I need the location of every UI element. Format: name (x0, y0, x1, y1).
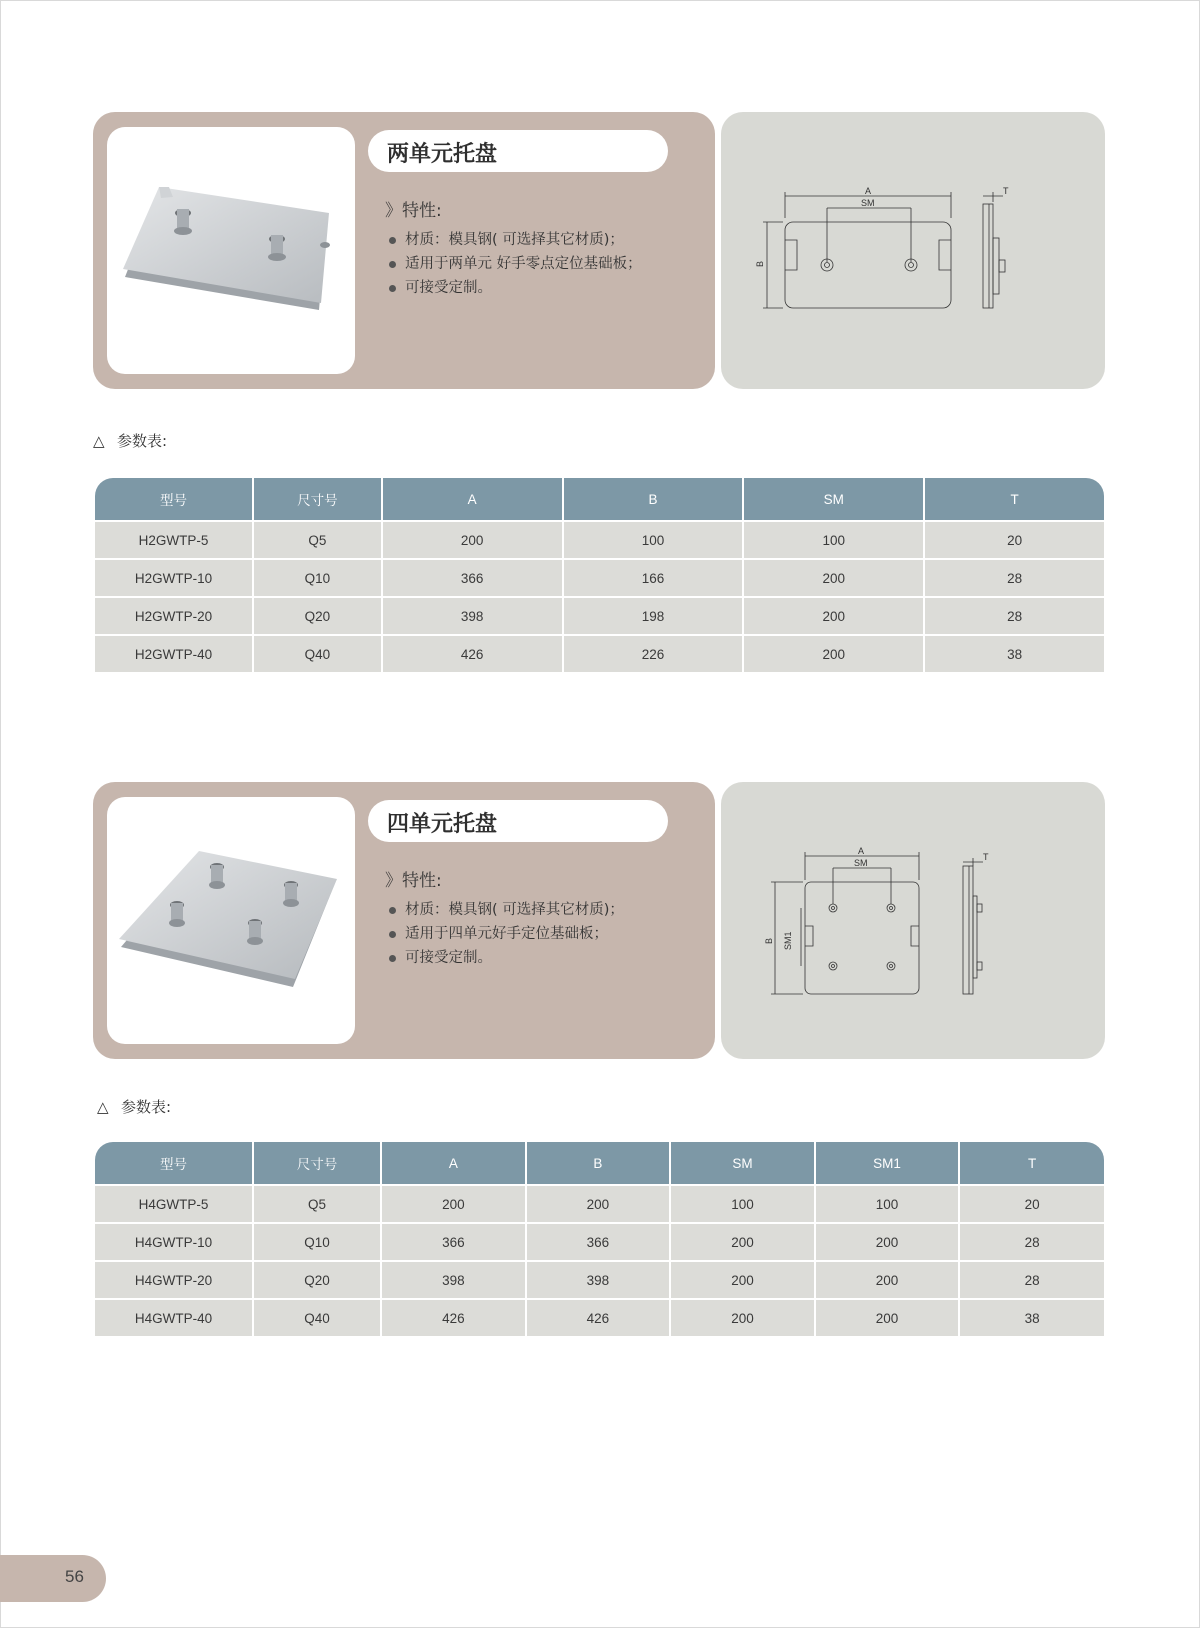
table-row (95, 634, 1104, 672)
table-cell: 200 (382, 1184, 525, 1222)
col-header: B (564, 478, 743, 520)
product-section-four-unit (93, 782, 1105, 1059)
table-row (95, 1260, 1104, 1298)
col-header: B (527, 1142, 670, 1184)
col-header: A (383, 478, 562, 520)
table-cell: Q5 (254, 520, 381, 558)
table-cell: H2GWTP-20 (95, 596, 252, 634)
features-list (387, 228, 642, 300)
table-cell: 28 (925, 558, 1104, 596)
table-cell: 20 (960, 1184, 1104, 1222)
table-cell: 20 (925, 520, 1104, 558)
table-cell: 426 (382, 1298, 525, 1336)
technical-drawing-panel (721, 112, 1105, 389)
dim-label-t: T (983, 852, 989, 862)
table-cell: H4GWTP-20 (95, 1260, 252, 1298)
feature-item: 材质：模具钢( 可选择其它材质)； (387, 898, 624, 922)
table-cell: 28 (960, 1260, 1104, 1298)
product-title: 四单元托盘 (387, 812, 498, 837)
table-cell: Q10 (254, 558, 381, 596)
dim-label-sm: SM (854, 858, 868, 868)
table-cell: 366 (383, 558, 562, 596)
feature-item: 可接受定制。 (387, 946, 624, 970)
table-cell: 200 (671, 1298, 814, 1336)
table-cell: Q20 (254, 596, 381, 634)
table-cell: 226 (564, 634, 743, 672)
col-header: 尺寸号 (254, 478, 381, 520)
product-title-pill (368, 800, 668, 842)
param-heading-text: 参数表: (121, 1098, 172, 1116)
table-cell: H4GWTP-40 (95, 1298, 252, 1336)
table-cell: 100 (744, 520, 923, 558)
table-cell: 398 (382, 1260, 525, 1298)
feature-item: 材质：模具钢( 可选择其它材质)； (387, 228, 642, 252)
product-section-two-unit (93, 112, 1105, 389)
table-cell: 200 (744, 596, 923, 634)
table-cell: Q40 (254, 1298, 380, 1336)
product-photo (107, 127, 355, 374)
table-cell: 200 (527, 1184, 670, 1222)
param-table-four-unit (93, 1142, 1106, 1336)
table-row (95, 1222, 1104, 1260)
table-cell: 366 (527, 1222, 670, 1260)
table-cell: 28 (925, 596, 1104, 634)
feature-item: 适用于四单元好手定位基础板； (387, 922, 624, 946)
product-photo (107, 797, 355, 1044)
table-cell: Q10 (254, 1222, 380, 1260)
col-header: A (382, 1142, 525, 1184)
plate-outline (785, 222, 951, 308)
dim-label-sm1: SM1 (783, 931, 793, 950)
product-info-panel (93, 782, 715, 1059)
table-cell: 100 (816, 1184, 959, 1222)
table-cell: Q20 (254, 1260, 380, 1298)
table-cell: 426 (527, 1298, 670, 1336)
features-list (387, 898, 624, 970)
table-cell: 398 (383, 596, 562, 634)
table-cell: Q40 (254, 634, 381, 672)
table-cell: H2GWTP-40 (95, 634, 252, 672)
table-cell: H4GWTP-5 (95, 1184, 252, 1222)
table-cell: 100 (671, 1184, 814, 1222)
page-number-tab (0, 1555, 106, 1602)
table-cell: Q5 (254, 1184, 380, 1222)
table-cell: 100 (564, 520, 743, 558)
product-info-panel (93, 112, 715, 389)
technical-drawing-panel (721, 782, 1105, 1059)
table-cell: 200 (744, 634, 923, 672)
col-header: SM (671, 1142, 814, 1184)
table-cell: 200 (383, 520, 562, 558)
dim-label-sm: SM (861, 198, 875, 208)
param-table-two-unit (93, 478, 1106, 672)
dim-label-a: A (865, 186, 872, 196)
table-cell: 200 (671, 1260, 814, 1298)
table-cell: 366 (382, 1222, 525, 1260)
table-cell: 200 (671, 1222, 814, 1260)
param-heading (93, 430, 167, 451)
table-cell: 28 (960, 1222, 1104, 1260)
col-header: 型号 (95, 478, 252, 520)
param-heading (97, 1096, 171, 1117)
features-heading: 》特性: (385, 871, 442, 891)
col-header: SM1 (816, 1142, 959, 1184)
feature-item: 适用于两单元 好手零点定位基础板； (387, 252, 642, 276)
dim-label-a: A (858, 846, 865, 856)
features-heading: 》特性: (385, 201, 442, 221)
table-cell: 166 (564, 558, 743, 596)
col-header: 型号 (95, 1142, 252, 1184)
dim-label-b: B (755, 260, 765, 267)
table-cell: H2GWTP-5 (95, 520, 252, 558)
page-number: 56 (65, 1567, 84, 1586)
table-row (95, 1298, 1104, 1336)
table-cell: 200 (816, 1260, 959, 1298)
col-header: 尺寸号 (254, 1142, 380, 1184)
table-row (95, 596, 1104, 634)
table-cell: 198 (564, 596, 743, 634)
plate-outline (805, 882, 919, 994)
table-row (95, 1184, 1104, 1222)
table-cell: 398 (527, 1260, 670, 1298)
table-cell: 200 (816, 1222, 959, 1260)
param-heading-text: 参数表: (117, 432, 168, 450)
table-cell: 200 (816, 1298, 959, 1336)
dim-label-b: B (764, 937, 774, 944)
table-cell: 200 (744, 558, 923, 596)
col-header: T (925, 478, 1104, 520)
table-cell: H4GWTP-10 (95, 1222, 252, 1260)
triangle-icon: △ (97, 1098, 109, 1116)
feature-item: 可接受定制。 (387, 276, 642, 300)
table-cell: 38 (925, 634, 1104, 672)
table-row (95, 558, 1104, 596)
product-title-pill (368, 130, 668, 172)
table-cell: H2GWTP-10 (95, 558, 252, 596)
table-cell: 38 (960, 1298, 1104, 1336)
col-header: T (960, 1142, 1104, 1184)
triangle-icon: △ (93, 432, 105, 450)
table-row (95, 520, 1104, 558)
dim-label-t: T (1003, 186, 1009, 196)
table-cell: 426 (383, 634, 562, 672)
col-header: SM (744, 478, 923, 520)
product-title: 两单元托盘 (387, 142, 498, 167)
